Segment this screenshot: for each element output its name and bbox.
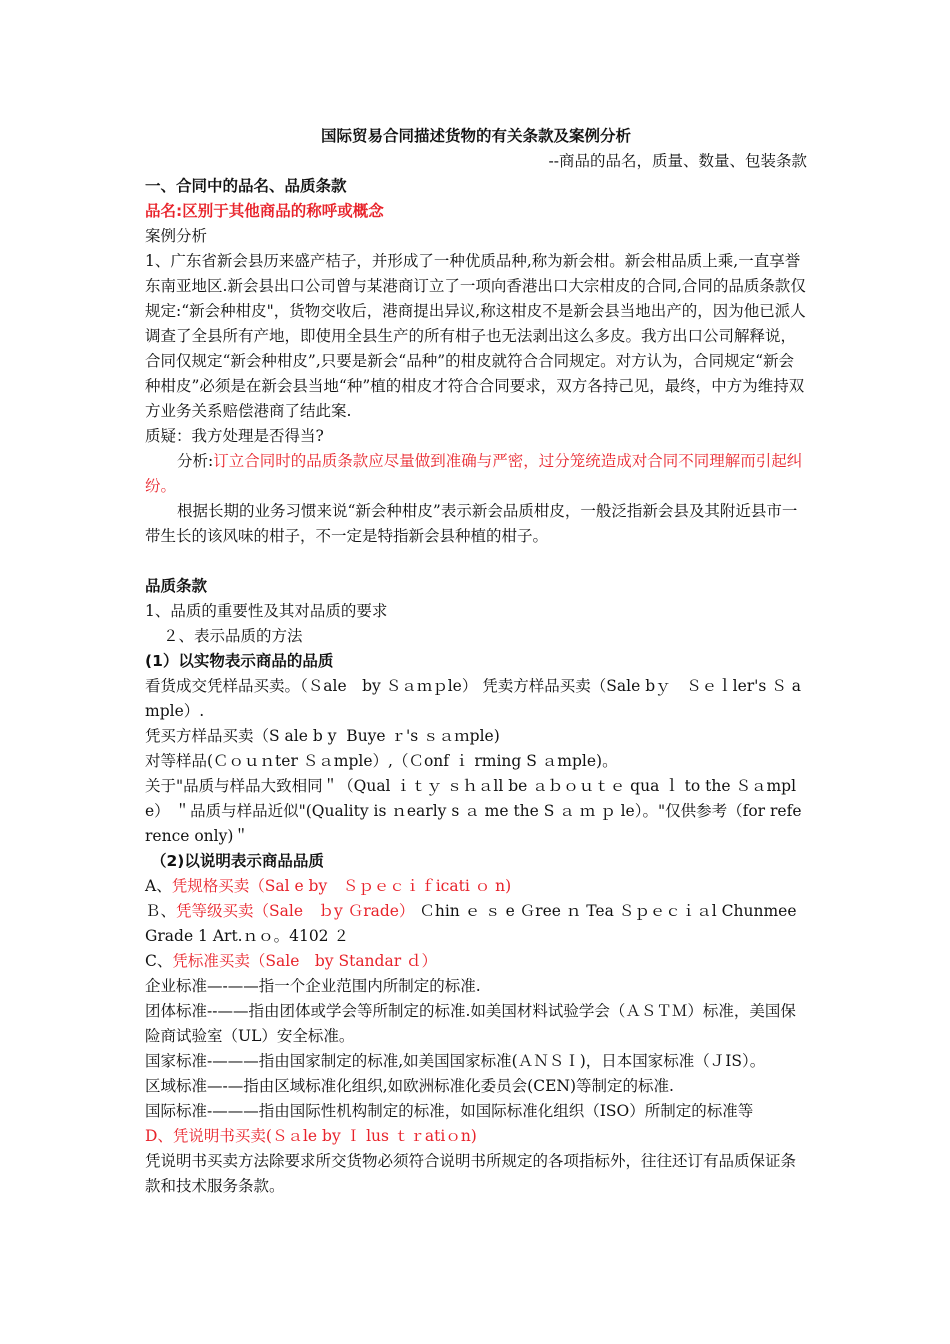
document-title: 国际贸易合同描述货物的有关条款及案例分析 (320, 127, 631, 145)
method-c-prefix: C、 (145, 952, 173, 970)
case-question: 质疑：我方处理是否得当? (145, 427, 324, 445)
method-a-prefix: A、 (145, 877, 172, 895)
standard-enterprise: 企业标准—-——指一个企业范围内所制定的标准. (145, 977, 481, 995)
method-d-label: D、凭说明书买卖(Ｓａle by Ｉ lus ｔｒatiｏn) (145, 1127, 477, 1145)
method-d-description: 凭说明书买卖方法除要求所交货物必须符合说明书所规定的各项指标外，往往还订有品质保证条款和技术服务条款。 (145, 1152, 797, 1195)
analysis-prefix: 分析: (177, 452, 214, 470)
quality-item-2: ２、表示品质的方法 (163, 627, 303, 645)
sample-paragraph-1: 看货成交凭样品买卖。（Ｓale by Ｓａｍｐle） 凭卖方样品买卖（Sale bｙ Ｓｅｌler's Ｓ ample）. (145, 677, 801, 720)
sample-method-heading: (1）以实物表示商品的品质 (145, 652, 334, 670)
standard-international: 国际标准-———指由国际性机构制定的标准，如国际标准化组织（ISO）所制定的标准等 (145, 1102, 754, 1120)
sample-paragraph-4: 关于"品质与样品大致相同＂（Qual ｉｔｙ ｓｈａll be ａｂｏｕｔｅ qua ｌ to the Ｓａmple） ＂品质与样品近似"(Quality is ｎearly s ａ me the S ａ ｍ ｐ le）。"仅供参考（for reference only)＂ (145, 777, 802, 845)
standard-association: 团体标准--——指由团体或学会等所制定的标准.如美国材料试验学会（ＡＳＴＭ）标准，美国保险商试验室（UL）安全标准。 (145, 1002, 796, 1045)
section-heading-name-quality: 一、合同中的品名、品质条款 (145, 177, 347, 195)
product-name-definition: 品名:区别于其他商品的称呼或概念 (145, 202, 384, 220)
method-a (145, 874, 807, 899)
sample-paragraph-2: 凭买方样品买卖（S ale b y Buye ｒ's ｓａｍple) (145, 727, 500, 745)
method-c-label: 凭标准买卖（Sale by Standar ｄ） (172, 952, 438, 970)
standard-national: 国家标准-———指由国家制定的标准,如美国国家标准(ＡＮＳＩ)，日本国家标准（ＪIS）。 (145, 1052, 766, 1070)
method-c (145, 949, 807, 974)
case-analysis-label: 案例分析 (145, 227, 208, 245)
case-paragraph: 1、广东省新会县历来盛产桔子，并形成了一种优质品种,称为新会柑。新会柑品质上乘,一直享誉东南亚地区.新会县出口公司曾与某港商订立了一项向香港出口大宗柑皮的合同,合同的品质条款仅规定:“新会种柑皮"，货物交收后，港商提出异议,称这柑皮不是新会县当地出产的，因为他已派人调查了全县所有产地，即使用全县生产的所有柑子也无法剥出这么多皮。我方出口公司解释说，合同仅规定“新会种柑皮”,只要是新会“品种”的柑皮就符合合同规定。对方认为，合同规定“新会种柑皮”必须是在新会县当地“种”植的柑皮才符合合同要求，双方各持己见，最终，中方为维持双方业务关系赔偿港商了结此案. (145, 252, 806, 420)
method-b-prefix: Ｂ、 (145, 902, 177, 920)
document-subtitle: --商品的品名，质量、数量、包装条款 (548, 152, 807, 170)
document-page (145, 124, 807, 1199)
blank-line (145, 549, 807, 574)
analysis-paragraph (145, 449, 807, 499)
analysis-paragraph-2: 根据长期的业务习惯来说“新会种柑皮”表示新会品质柑皮，一般泛指新会县及其附近县市一带生长的该风味的柑子，不一定是特指新会县种植的柑子。 (145, 502, 798, 545)
method-b-label: 凭等级买卖（Sale ｂy Ｇrade） (176, 902, 415, 920)
method-a-label: 凭规格买卖（Sal e by Ｓｐｅｃｉｆicati ｏ n) (171, 877, 512, 895)
method-b (145, 899, 807, 949)
standard-regional: 区域标准—-—指由区域标准化组织,如欧洲标准化委员会(CEN)等制定的标准. (145, 1077, 674, 1095)
quality-item-1: 1、品质的重要性及其对品质的要求 (145, 602, 388, 620)
method-b-example: Ｃhin ｅ ｓ e Ｇree ｎ Tea Ｓｐｅｃｉａl Chunmee Grade 1 Art.ｎｏ。4102 ２ (145, 902, 802, 945)
sample-paragraph-3: 对等样品(Ｃｏｕｎter Ｓａmple）,（Ｃonf ｉ rming S ａmple)。 (145, 752, 618, 770)
description-method-heading: （2)以说明表示商品品质 (151, 852, 324, 870)
quality-clause-heading: 品质条款 (145, 577, 208, 595)
analysis-highlight: 订立合同时的品质条款应尽量做到准确与严密，过分笼统造成对合同不同理解而引起纠纷。 (145, 452, 803, 495)
